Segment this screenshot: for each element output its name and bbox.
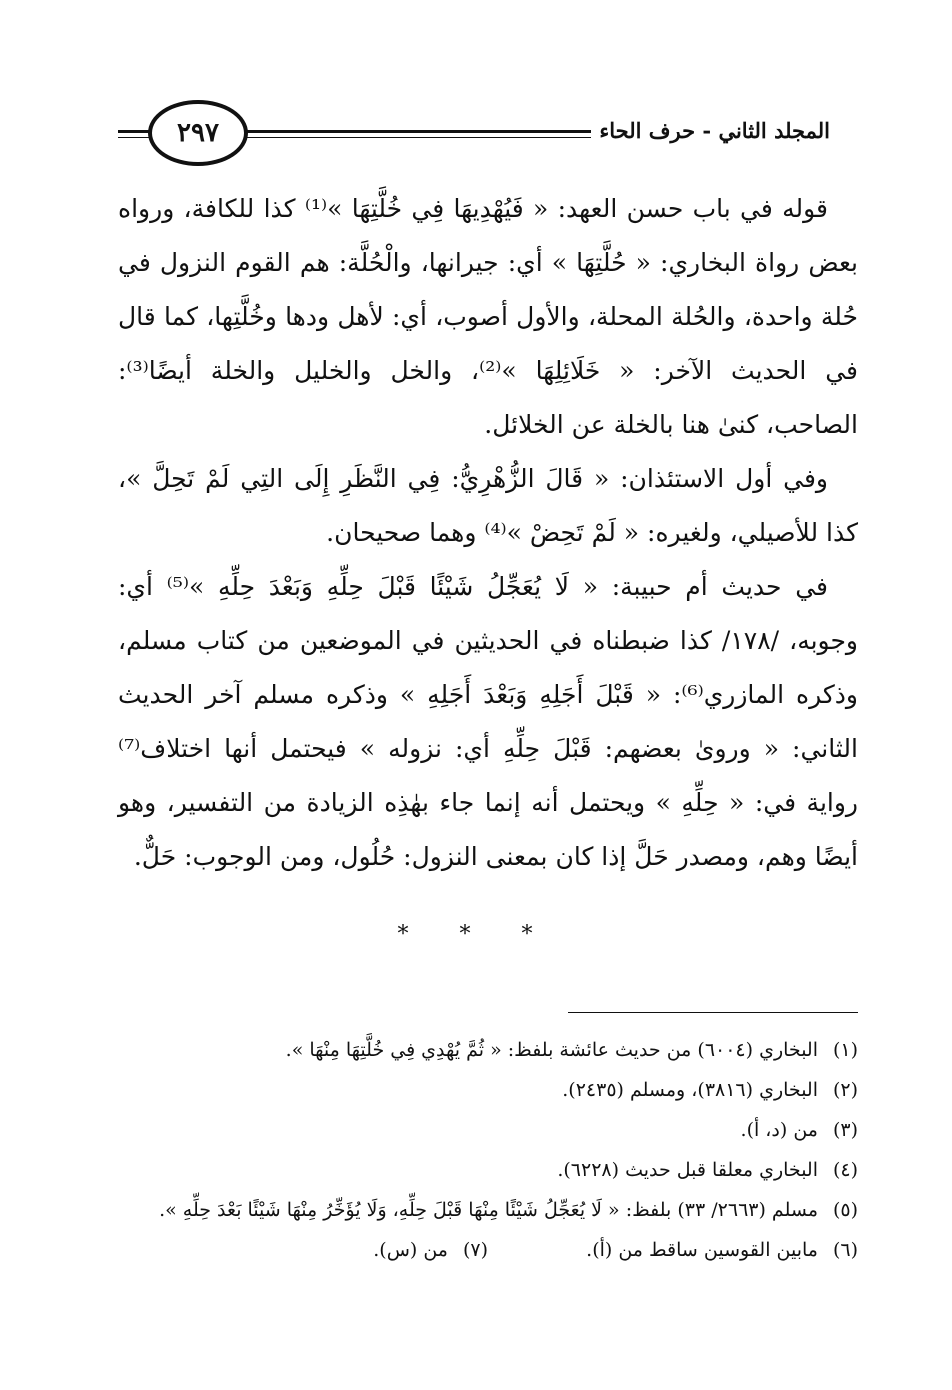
page-header	[118, 100, 830, 164]
footnote-pair	[118, 1230, 858, 1270]
footnote-number: (٦)	[832, 1239, 858, 1261]
footnote-text: مابين القوسين ساقط من (أ).	[586, 1239, 818, 1261]
footnote-number: (٢)	[832, 1079, 858, 1101]
paragraph: قوله في باب حسن العهد: « فَيُهْدِيهَا فِي خُلَّتِهَا »⁽¹⁾ كذا للكافة، ورواه بعض رواة البخاري: « حُلَّتِهَا » أي: جيرانها، والْحُلَّة: هم القوم النزول في حُلة واحدة، والحُلة المحلة، والأول أصوب، أي: لأهل ودها وخُلَّتِها، كما قال في الحديث الآخر: « خَلَائِلِهَا »⁽²⁾، والخل والخليل والخلة أيضًا⁽³⁾: الصاحب، كنىٰ هنا بالخلة عن الخلائل.	[118, 194, 858, 439]
footnote-number: (٤)	[832, 1159, 858, 1181]
footnotes	[118, 1030, 858, 1270]
footnote-rule	[568, 1012, 858, 1013]
footnote-text: من (د، أ).	[740, 1119, 818, 1141]
footnote-text: البخاري (٦٠٠٤) من حديث عائشة بلفظ: « ثُمَّ يُهْدِي فِي خُلَّتِهَا مِنْهَا ».	[285, 1039, 818, 1061]
footnote	[118, 1230, 488, 1270]
main-text	[118, 182, 858, 884]
paragraph: وفي أول الاستئذان: « قَالَ الزُّهْرِيُّ: فِي النَّظَرِ إِلَى التِي لَمْ تَحِلَّ »، كذا للأصيلي، ولغيره: « لَمْ تَحِضْ »⁽⁴⁾ وهما صحيحان.	[118, 464, 858, 547]
footnote-text: البخاري (٣٨١٦)، ومسلم (٢٤٣٥).	[562, 1079, 818, 1101]
footnote-number: (٧)	[462, 1239, 488, 1261]
footnote	[488, 1230, 858, 1270]
footnote	[118, 1150, 858, 1190]
footnote	[118, 1030, 858, 1070]
paragraph: في حديث أم حبيبة: « لَا يُعَجِّلُ شَيْئًا قَبْلَ حِلِّهِ وَبَعْدَ حِلِّهِ »⁽⁵⁾ أي: وجوبه، /١٧٨/ كذا ضبطناه في الحديثين في الموضعين من كتاب مسلم، وذكره المازري⁽⁶⁾: « قَبْلَ أَجَلِهِ وَبَعْدَ أَجَلِهِ » وذكره مسلم آخر الحديث الثاني: « ورویٰ بعضهم: قَبْلَ حِلِّهِ أي: نزوله » فيحتمل أنها اختلاف⁽⁷⁾ رواية في: « حِلِّهِ » ويحتمل أنه إنما جاء بهٰذِه الزيادة من التفسير، وهو أيضًا وهم، ومصدر حَلَّ إذا كان بمعنى النزول: حُلُول، ومن الوجوب: حَلٌّ.	[118, 572, 859, 871]
footnote	[118, 1110, 858, 1150]
footnote-number: (٣)	[832, 1119, 858, 1141]
footnote	[118, 1190, 858, 1230]
section-separator: * * *	[397, 922, 555, 947]
running-header-title: المجلد الثاني - حرف الحاء	[591, 118, 830, 143]
footnote-text: البخاري معلقا قبل حديث (٦٢٢٨).	[557, 1159, 818, 1181]
footnote-text: مسلم (٢٦٦٣/ ٣٣) بلفظ: « لَا يُعَجِّلُ شَيْئًا مِنْهَا قَبْلَ حِلِّهِ، وَلَا يُؤَخِّرُ مِنْهَا شَيْئًا بَعْدَ حِلِّهِ ».	[159, 1199, 818, 1221]
footnote-text: من (س).	[373, 1239, 448, 1261]
page-number: ٢٩٧	[148, 100, 248, 166]
footnote-number: (١)	[832, 1039, 858, 1061]
footnote	[118, 1070, 858, 1110]
footnote-number: (٥)	[832, 1199, 858, 1221]
